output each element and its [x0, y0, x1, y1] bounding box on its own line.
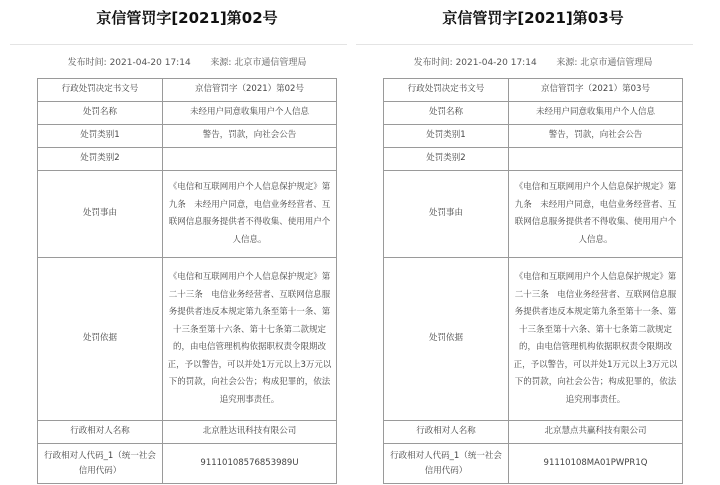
row-label-reason: 处罚事由 — [384, 171, 509, 258]
row-label-basis: 处罚依据 — [384, 258, 509, 421]
row-label-doc-no: 行政处罚决定书文号 — [38, 79, 163, 102]
row-label-penalty-name: 处罚名称 — [384, 102, 509, 125]
penalty-name-value: 未经用户同意收集用户个人信息 — [509, 102, 683, 125]
row-label-party-code: 行政相对人代码_1（统一社会信用代码） — [38, 444, 163, 484]
category1-value: 警告，罚款，向社会公告 — [509, 125, 683, 148]
category2-value — [163, 148, 337, 171]
party-code-value: 9111010857685398​9U — [163, 444, 337, 484]
table-row — [38, 79, 337, 102]
category2-value — [509, 148, 683, 171]
penalty-name-value: 未经用户同意收集用户个人信息 — [163, 102, 337, 125]
source-value: 北京市通信管理局 — [580, 58, 653, 68]
table-row — [384, 102, 683, 125]
row-label-category2: 处罚类别2 — [384, 148, 509, 171]
party-value: 北京胜达讯科技有限公司 — [163, 421, 337, 444]
table-row — [384, 79, 683, 102]
row-label-party: 行政相对人名称 — [38, 421, 163, 444]
doc-no-value: 京信管罚字（2021）第02号 — [163, 79, 337, 102]
row-label-reason: 处罚事由 — [38, 171, 163, 258]
table-row — [384, 258, 683, 421]
table-row — [38, 258, 337, 421]
table-row — [384, 421, 683, 444]
category1-value: 警告，罚款，向社会公告 — [163, 125, 337, 148]
reason-value: 《电信和互联网用户个人信息保护规定》第九条 未经用户同意，电信业务经营者、互联网信息服务提供者不得收集、使用用户个人信息。 — [163, 171, 337, 258]
row-label-party: 行政相对人名称 — [384, 421, 509, 444]
row-label-basis: 处罚依据 — [38, 258, 163, 421]
table-row — [38, 148, 337, 171]
table-row — [38, 125, 337, 148]
document-meta — [37, 55, 337, 68]
table-row — [38, 102, 337, 125]
document-title: 京信管罚字[2021]第02号 — [96, 9, 278, 27]
table-row — [384, 148, 683, 171]
table-row — [38, 444, 337, 484]
row-label-category1: 处罚类别1 — [384, 125, 509, 148]
table-row — [384, 125, 683, 148]
source-label: 来源: — [556, 58, 578, 68]
row-label-category1: 处罚类别1 — [38, 125, 163, 148]
published-label: 发布时间: — [413, 58, 453, 68]
doc-no-value: 京信管罚字（2021）第03号 — [509, 79, 683, 102]
penalty-table — [383, 78, 683, 484]
source-value: 北京市通信管理局 — [234, 58, 307, 68]
title-divider — [10, 44, 347, 45]
penalty-table — [37, 78, 337, 484]
table-row — [384, 444, 683, 484]
document-meta — [383, 55, 683, 68]
document-title: 京信管罚字[2021]第03号 — [442, 9, 624, 27]
row-label-party-code: 行政相对人代码_1（统一社会信用代码） — [384, 444, 509, 484]
row-label-category2: 处罚类别2 — [38, 148, 163, 171]
published-time: 2021-04-20 17:14 — [455, 58, 537, 68]
row-label-penalty-name: 处罚名称 — [38, 102, 163, 125]
party-code-value: 91110108MA01PWPR1Q — [509, 444, 683, 484]
basis-value: 《电信和互联网用户个人信息保护规定》第二十三条 电信业务经营者、互联网信息服务提供者违反本规定第九条至第十一条、第十三条至第十六条、第十七条第二款规定的，由电信管理机构依据职权责令限期改正，予以警告，可以并处1万元以上3万元以下的罚款，向社会公告；构成犯罪的，依法追究刑事责任。 — [509, 258, 683, 421]
table-row — [38, 171, 337, 258]
row-label-doc-no: 行政处罚决定书文号 — [384, 79, 509, 102]
published-label: 发布时间: — [67, 58, 107, 68]
source-label: 来源: — [210, 58, 232, 68]
party-value: 北京慧点共赢科技有限公司 — [509, 421, 683, 444]
table-row — [384, 171, 683, 258]
basis-value: 《电信和互联网用户个人信息保护规定》第二十三条 电信业务经营者、互联网信息服务提供者违反本规定第九条至第十一条、第十三条至第十六条、第十七条第二款规定的，由电信管理机构依据职权责令限期改正，予以警告，可以并处1万元以上3万元以下的罚款，向社会公告；构成犯罪的，依法追究刑事责任。 — [163, 258, 337, 421]
table-row — [38, 421, 337, 444]
published-time: 2021-04-20 17:14 — [109, 58, 191, 68]
title-divider — [356, 44, 693, 45]
reason-value: 《电信和互联网用户个人信息保护规定》第九条 未经用户同意，电信业务经营者、互联网信息服务提供者不得收集、使用用户个人信息。 — [509, 171, 683, 258]
